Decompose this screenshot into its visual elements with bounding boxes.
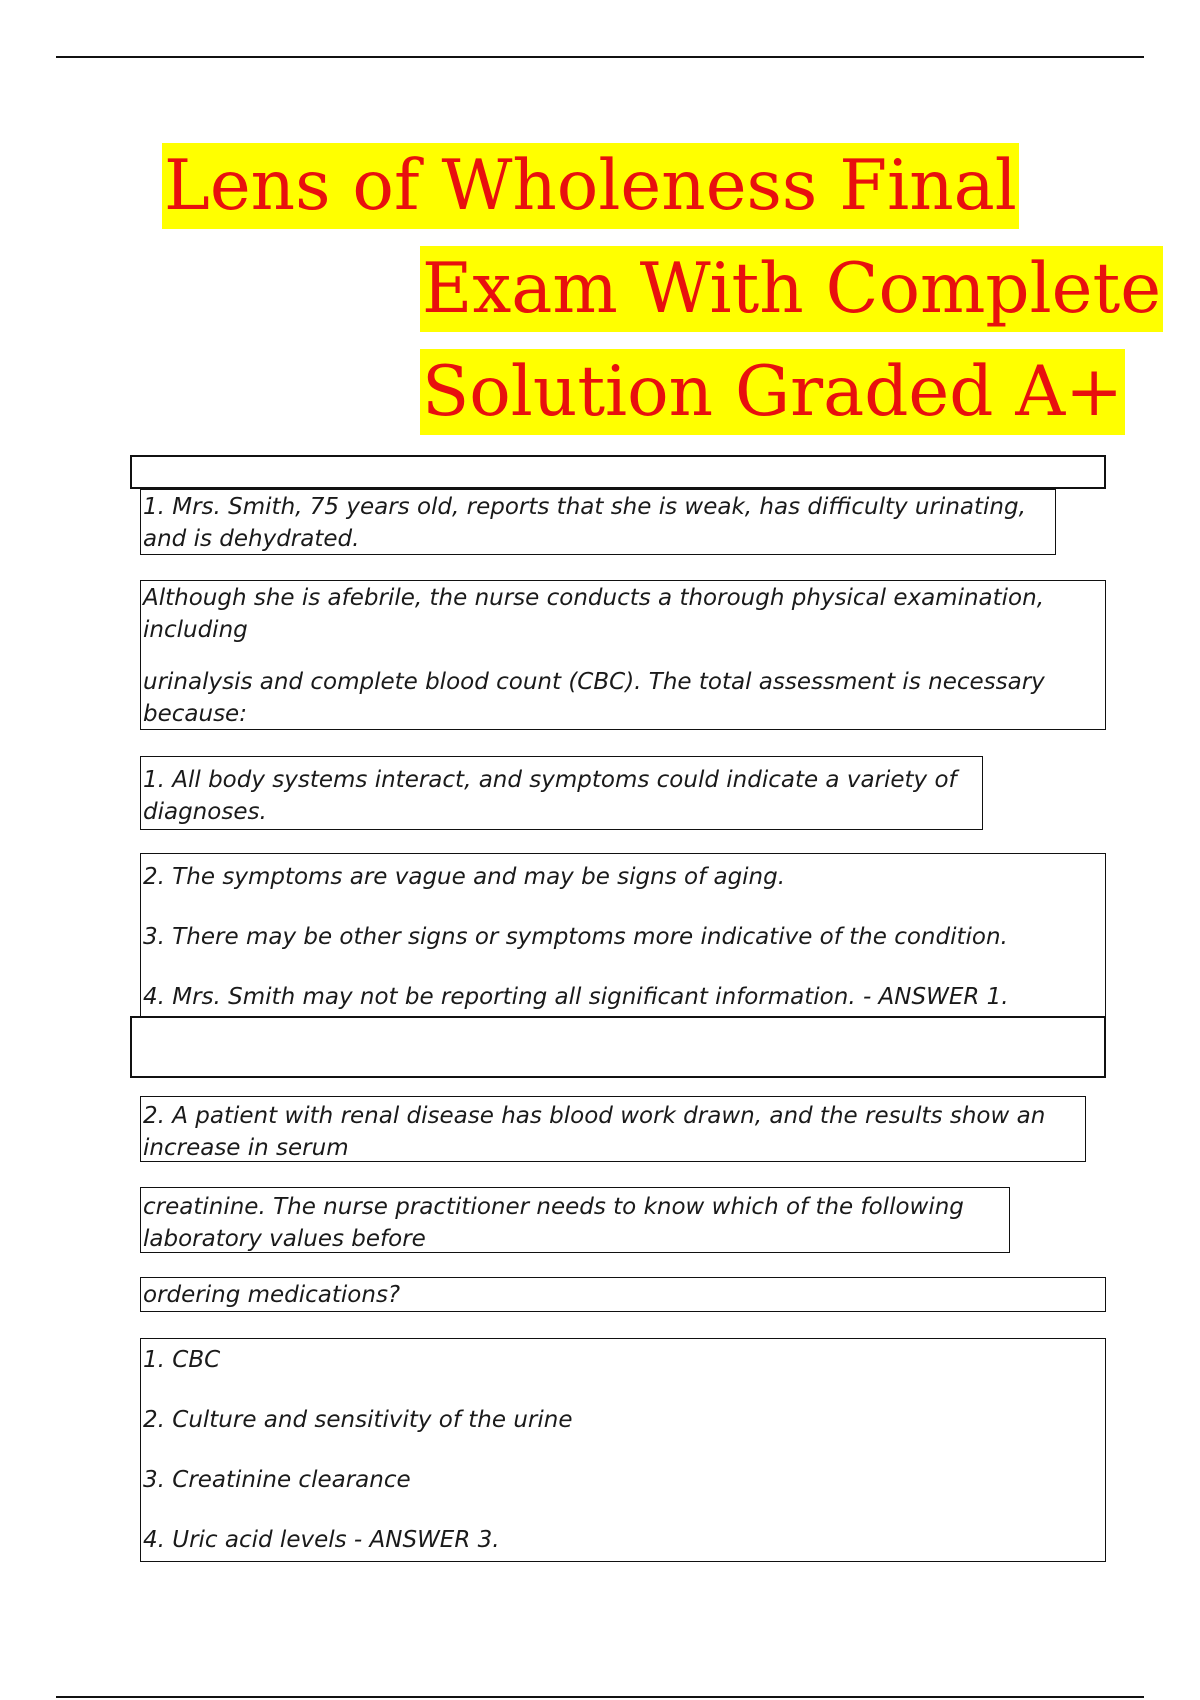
header-rule (56, 56, 1144, 58)
question-2-option-3: 3. Creatinine clearance (143, 1467, 411, 1493)
footer-rule (56, 1696, 1144, 1698)
document-title-line-1: Lens of Wholeness Final (162, 143, 1019, 229)
question-2-stem-text: 2. A patient with renal disease has blood work drawn, and the results show an increase in serum (143, 1103, 1046, 1161)
question-1-option-1-box (140, 756, 983, 830)
question-1-context (140, 580, 1106, 730)
question-2-option-2: 2. Culture and sensitivity of the urine (143, 1407, 573, 1433)
question-1-context-text-1: Although she is afebrile, the nurse conducts a thorough physical examination, including (143, 585, 1045, 643)
question-1-option-2: 2. The symptoms are vague and may be signs of aging. (143, 864, 786, 890)
question-2-stem-continued-text: creatinine. The nurse practitioner needs to know which of the following laboratory values before (143, 1194, 964, 1252)
question-1-context-text-2: urinalysis and complete blood count (CBC). The total assessment is necessary because: (143, 669, 1045, 727)
question-1-option-4: 4. Mrs. Smith may not be reporting all significant information. - ANSWER 1. (143, 984, 1009, 1010)
question-1-stem-text: 1. Mrs. Smith, 75 years old, reports that she is weak, has difficulty urinating, and is dehydrated. (143, 494, 1026, 552)
empty-spacer-box (130, 455, 1106, 489)
question-2-stem-continued (140, 1187, 1010, 1253)
question-1-option-1: 1. All body systems interact, and symptoms could indicate a variety of diagnoses. (143, 767, 957, 825)
document-title-line-2: Exam With Complete (420, 246, 1163, 332)
question-2-option-1: 1. CBC (143, 1347, 221, 1373)
question-1-option-3: 3. There may be other signs or symptoms more indicative of the condition. (143, 924, 1008, 950)
question-2-option-4: 4. Uric acid levels - ANSWER 3. (143, 1527, 500, 1553)
question-1-options-box (140, 853, 1106, 1017)
question-2-stem-end (140, 1277, 1106, 1312)
question-2-stem (140, 1096, 1086, 1162)
document-title-line-3: Solution Graded A+ (420, 349, 1125, 435)
question-2-stem-end-text: ordering medications? (143, 1282, 401, 1308)
empty-spacer-box (130, 1016, 1106, 1078)
question-1-stem (140, 489, 1056, 555)
question-2-options-box (140, 1338, 1106, 1562)
